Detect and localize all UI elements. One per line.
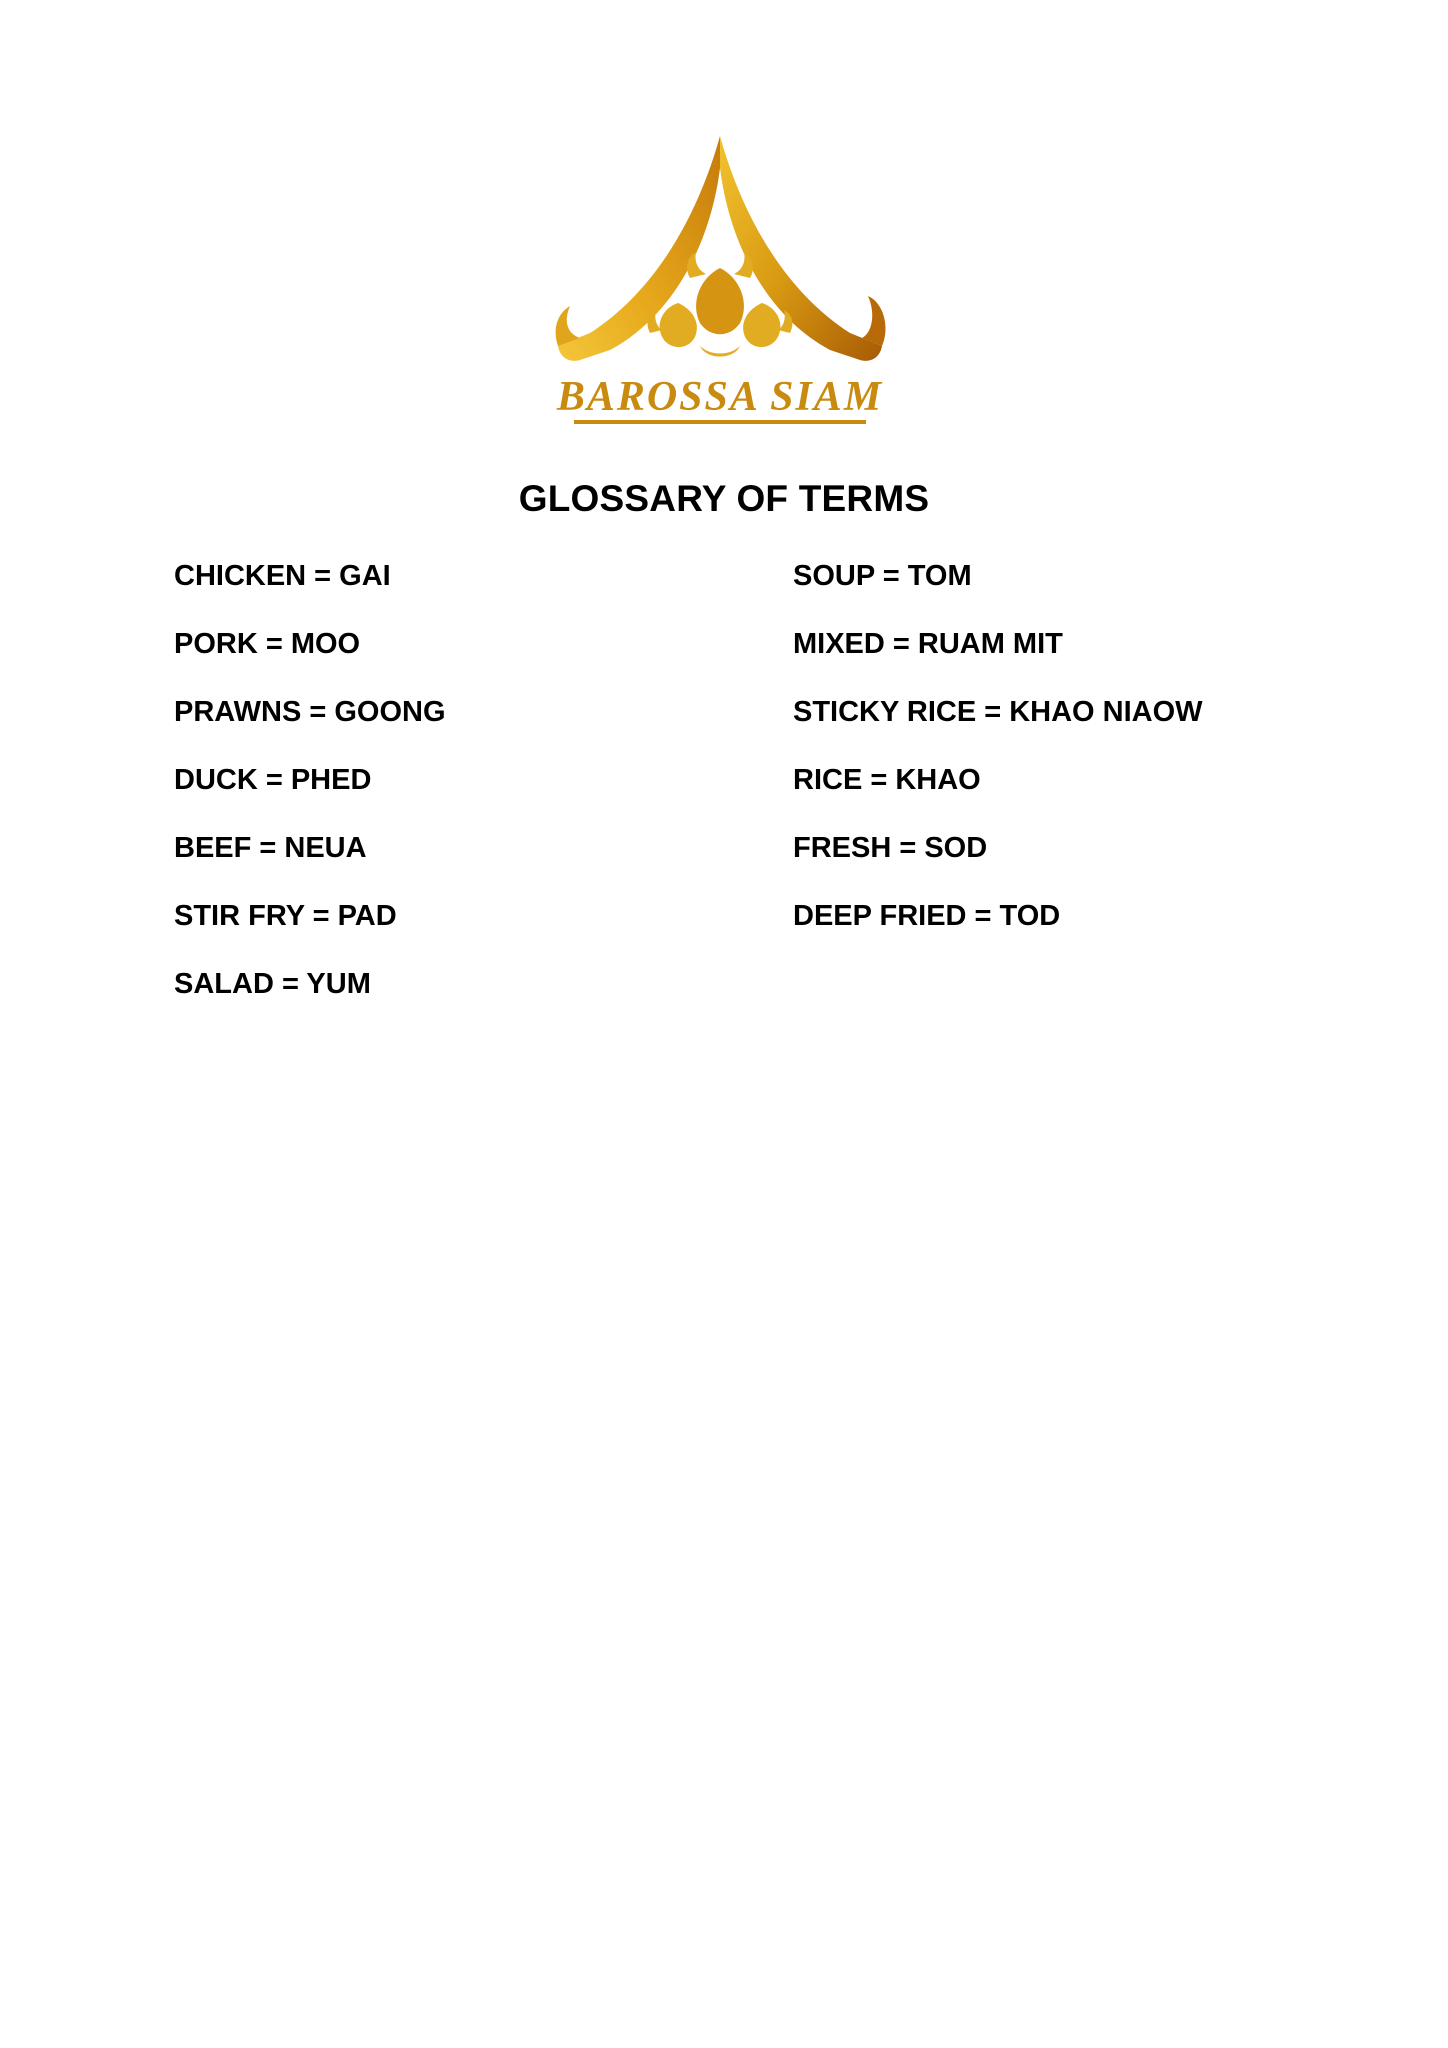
glossary-right-column [793,558,1203,966]
barossa-siam-logo [550,128,890,438]
glossary-term: DUCK = PHED [174,764,372,796]
page-title: GLOSSARY OF TERMS [518,478,930,519]
glossary-term: PRAWNS = GOONG [174,696,446,728]
svg-text:BAROSSA SIAM: BAROSSA SIAM [556,374,884,420]
glossary-term: SOUP = TOM [793,560,972,592]
glossary-term: RICE = KHAO [793,764,981,796]
glossary-term: FRESH = SOD [793,832,988,864]
glossary-term: STICKY RICE = KHAO NIAOW [793,696,1203,728]
glossary-left-column [174,558,446,1034]
glossary-term: MIXED = RUAM MIT [793,628,1063,660]
glossary-term: BEEF = NEUA [174,832,367,864]
glossary-term: SALAD = YUM [174,968,371,1000]
glossary-term: DEEP FRIED = TOD [793,900,1061,932]
glossary-term: STIR FRY = PAD [174,900,397,932]
thai-temple-roof-icon [550,128,890,438]
glossary-term: PORK = MOO [174,628,361,660]
glossary-term: CHICKEN = GAI [174,560,391,592]
